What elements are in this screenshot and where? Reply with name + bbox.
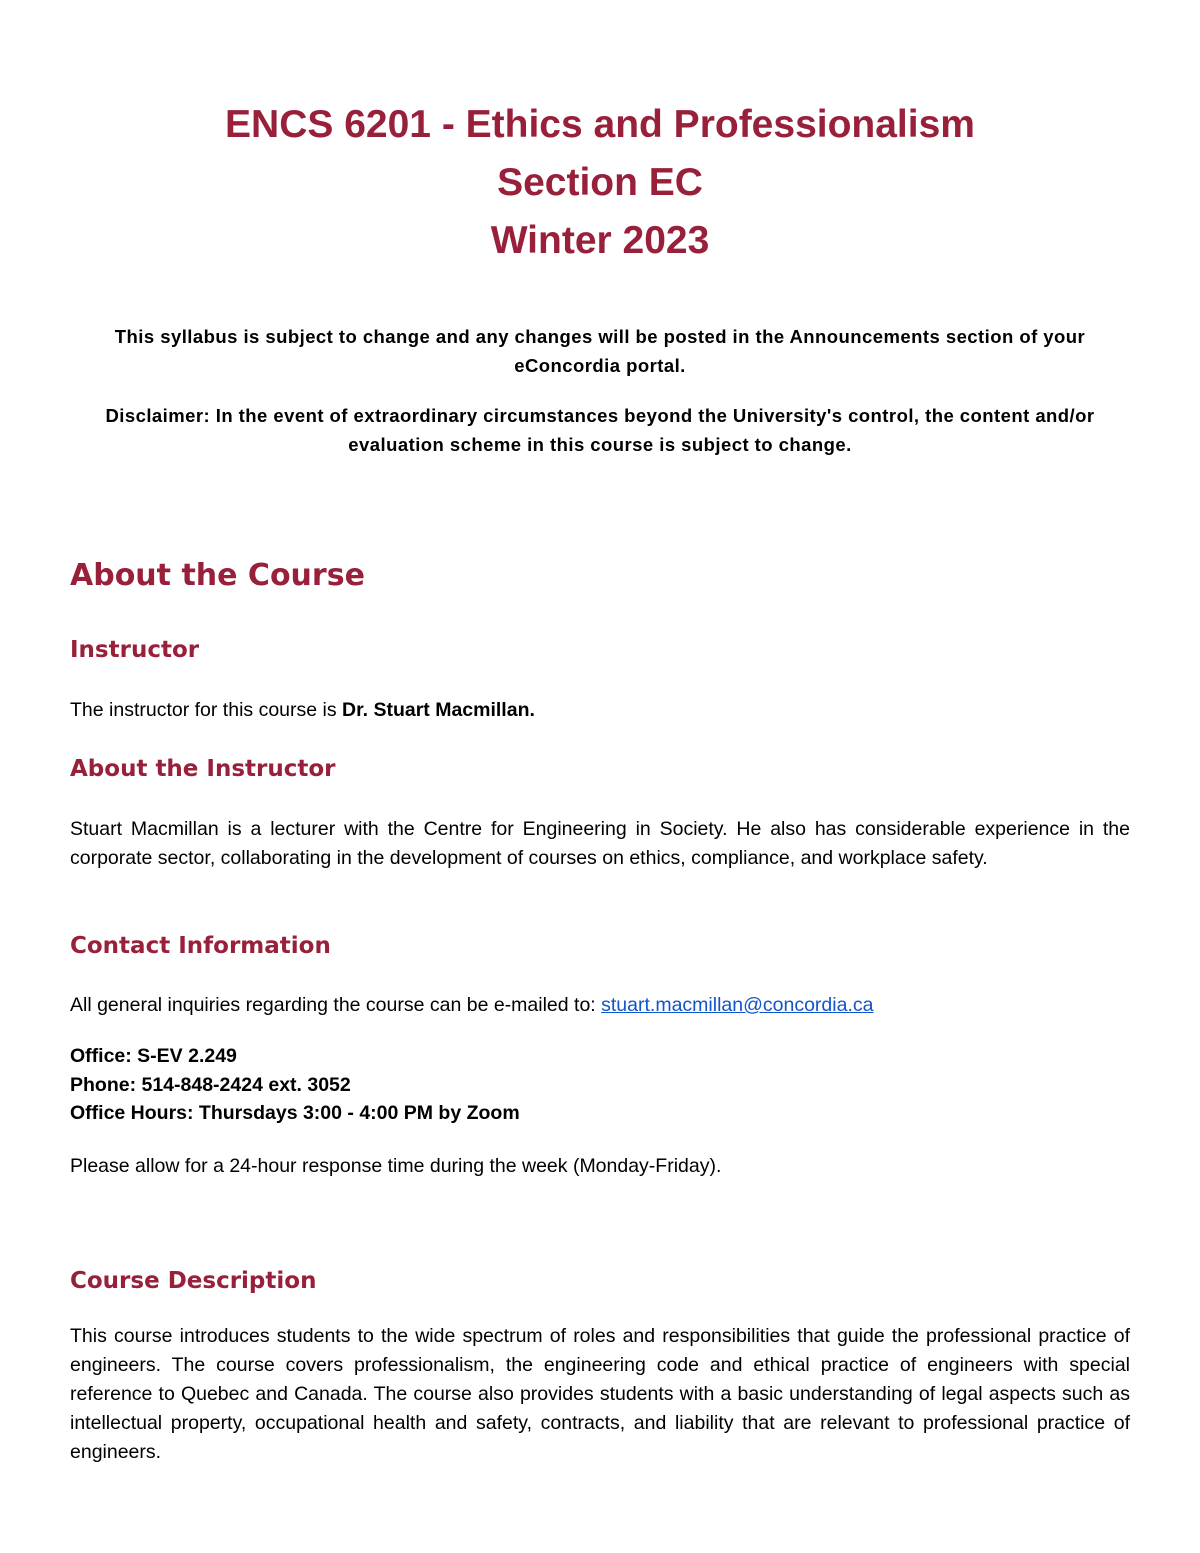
contact-heading: Contact Information: [70, 933, 331, 959]
disclaimer-notice: Disclaimer: In the event of extraordinary circumstances beyond the University's control, the content and/or evaluation scheme in this course is subject to change.: [105, 405, 1095, 455]
office-line: Office: S-EV 2.249: [70, 1045, 237, 1067]
section-title: Section EC: [497, 161, 703, 204]
inquiry-text: All general inquiries regarding the course can be e-mailed to:: [70, 994, 602, 1016]
instructor-email-link[interactable]: stuart.macmillan@concordia.ca: [601, 994, 874, 1016]
course-title: ENCS 6201 - Ethics and Professionalism: [225, 103, 975, 146]
document-title: [70, 96, 1130, 270]
about-course-heading: About the Course: [70, 558, 365, 593]
course-description-heading: Course Description: [70, 1268, 317, 1294]
instructor-name: Dr. Stuart Macmillan.: [342, 699, 535, 721]
inquiry-paragraph: [70, 991, 1130, 1020]
instructor-heading: Instructor: [70, 637, 200, 663]
about-instructor-text: Stuart Macmillan is a lecturer with the Centre for Engineering in Society. He also has considerable experience in the corporate sector, collaborating in the development of courses on ethics, compliance, and workplace safety.: [70, 818, 1130, 869]
phone-line: Phone: 514-848-2424 ext. 3052: [70, 1073, 351, 1096]
instructor-paragraph: [70, 696, 1130, 725]
about-instructor-heading: About the Instructor: [70, 756, 336, 782]
contact-details: [70, 1042, 1130, 1128]
response-time-text: Please allow for a 24-hour response time during the week (Monday-Friday).: [70, 1155, 722, 1177]
instructor-text: The instructor for this course is: [70, 699, 343, 721]
term-title: Winter 2023: [490, 219, 710, 262]
office-hours-line: Office Hours: Thursdays 3:00 - 4:00 PM by Zoom: [70, 1102, 520, 1124]
course-description-text: This course introduces students to the wide spectrum of roles and responsibilities that guide the professional practice of engineers. The course covers professionalism, the engineering code and ethical practice of engineers with special reference to Quebec and Canada. The course also provides students with a basic understanding of legal aspects such as intellectual property, occupational health and safety, contracts, and liability that are relevant to professional practice of engineers.: [70, 1325, 1130, 1463]
syllabus-notice: This syllabus is subject to change and any changes will be posted in the Announcements section of your eConcordia portal.: [114, 326, 1086, 376]
